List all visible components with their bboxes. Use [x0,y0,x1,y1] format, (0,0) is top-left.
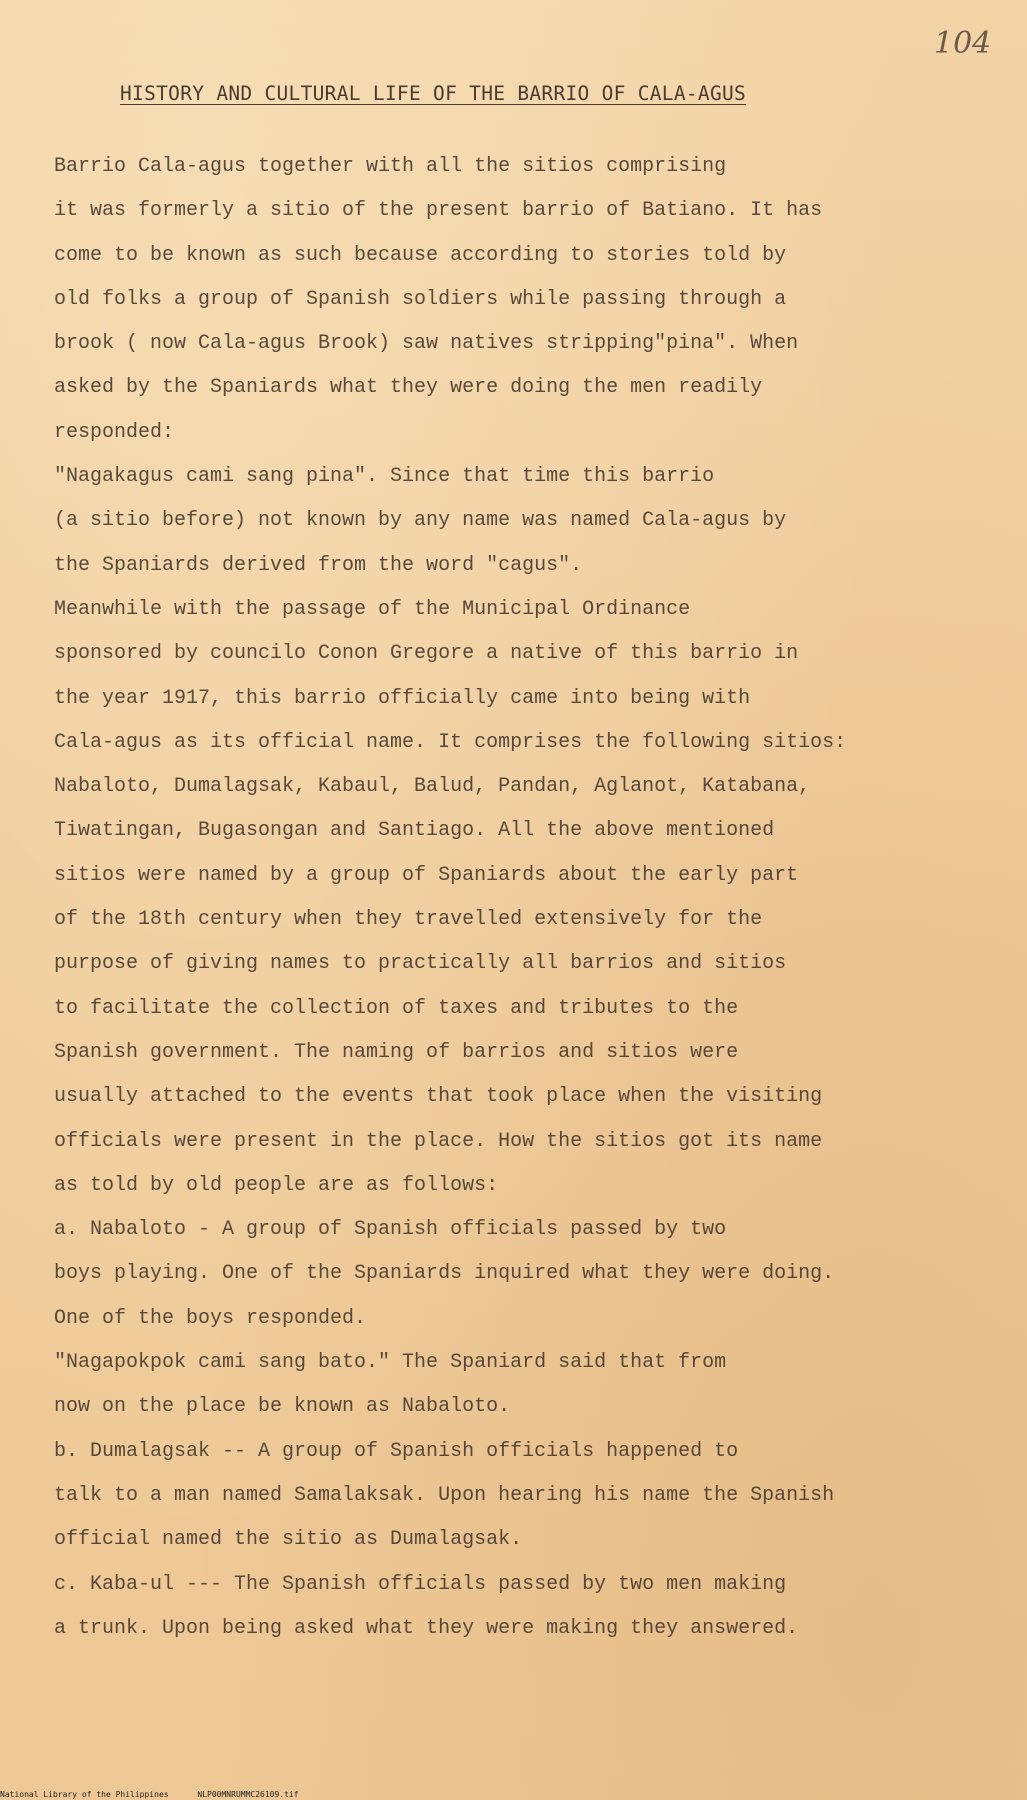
text-line: come to be known as such because according to stories told by [54,243,787,267]
text-line: Spanish government. The naming of barrios and sitios were [54,1040,739,1064]
text-line: purpose of giving names to practically all barrios and sitios [54,952,787,976]
text-line: Meanwhile with the passage of the Municipal Ordinance [54,597,691,621]
text-line: One of the boys responded. [54,1306,367,1330]
library-credit: National Library of the Philippines [0,1790,169,1799]
text-line: usually attached to the events that took place when the visiting [54,1085,823,1109]
text-line: a trunk. Upon being asked what they were making they answered. [54,1616,799,1640]
text-line: it was formerly a sitio of the present barrio of Batiano. It has [54,199,823,223]
text-line: sponsored by councilo Conon Gregore a native of this barrio in [54,642,799,666]
text-line: officials were present in the place. How the sitios got its name [54,1129,823,1153]
text-line: brook ( now Cala-agus Brook) saw natives stripping"pina". When [54,332,799,356]
text-line: "Nagapokpok cami sang bato." The Spaniard said that from [54,1351,727,1375]
document-title: HISTORY AND CULTURAL LIFE OF THE BARRIO OF CALA-AGUS [120,82,747,105]
text-line: "Nagakagus cami sang pina". Since that time this barrio [54,465,715,489]
text-line: b. Dumalagsak -- A group of Spanish officials happened to [54,1439,739,1463]
text-line: c. Kaba-ul --- The Spanish officials passed by two men making [54,1572,787,1596]
text-line: of the 18th century when they travelled extensively for the [54,908,763,932]
text-line: responded: [54,420,175,444]
page-number: 104 [934,26,992,61]
text-line: the Spaniards derived from the word "cagus". [54,553,583,577]
text-line: as told by old people are as follows: [54,1173,499,1197]
text-line: talk to a man named Samalaksak. Upon hearing his name the Spanish [54,1483,835,1507]
text-line: Nabaloto, Dumalagsak, Kabaul, Balud, Pandan, Aglanot, Katabana, [54,775,811,799]
text-line: Cala-agus as its official name. It comprises the following sitios: [54,730,847,754]
text-line: old folks a group of Spanish soldiers while passing through a [54,287,787,311]
text-line: asked by the Spaniards what they were doing the men readily [54,376,763,400]
text-line: to facilitate the collection of taxes and tributes to the [54,996,739,1020]
text-line: a. Nabaloto - A group of Spanish officials passed by two [54,1218,727,1242]
text-line: official named the sitio as Dumalagsak. [54,1528,523,1552]
text-line: Tiwatingan, Bugasongan and Santiago. All the above mentioned [54,819,775,843]
text-line: Barrio Cala-agus together with all the sitios comprising [54,155,727,178]
document-body [54,145,1014,1651]
scan-footer [0,1790,323,1799]
text-line: (a sitio before) not known by any name was named Cala-agus by [54,509,787,533]
text-line: the year 1917, this barrio officially came into being with [54,686,751,710]
text-line: now on the place be known as Nabaloto. [54,1395,511,1419]
file-id: NLP00MNRUMMC26109.tif [197,1790,299,1799]
text-line: sitios were named by a group of Spaniards about the early part [54,863,799,887]
text-line: boys playing. One of the Spaniards inquired what they were doing. [54,1262,835,1286]
